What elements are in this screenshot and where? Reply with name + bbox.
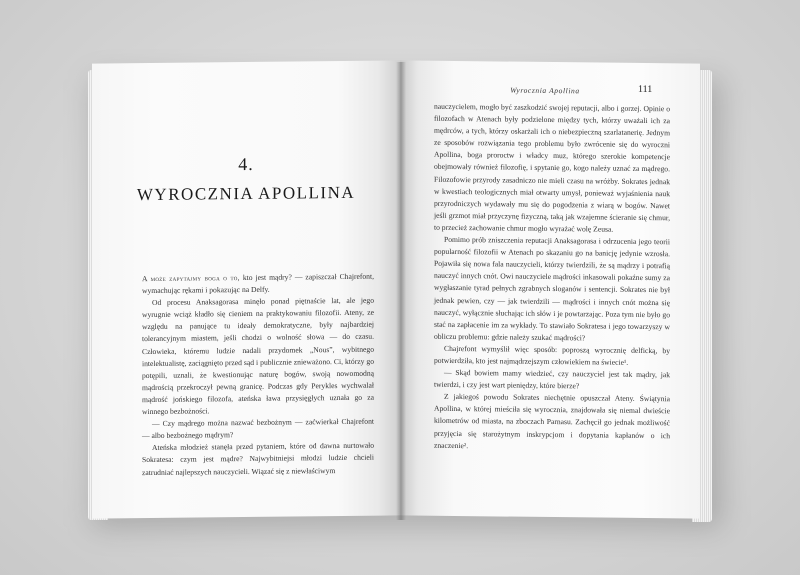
paragraph: Ateńska młodzież stanęła przed pytaniem, które od dawna nurtowało Sokratesa: czym jest mądre? Najwybitniejsi młodzi ludzie chcieli zatrudniać najlepszych nauczycieli. Wiązać się z niewłaściwym (142, 440, 374, 477)
paragraph: Pomimo prób zniszczenia reputacji Anaksagorasa i odrzucenia jego teorii popularność filozofii w Atenach po skazaniu go na banicję jedynie wzrosła. Pojawiła się nowa fala nauczycieli, którzy twierdzili, że są mądrzy i potrafią nauczyć innych cnót. Owi nauczyciele mądrości inkasowali pokaźne sumy za wygłaszanie tyrad pełnych zgrabnych sloganów i sentencji. Sokrates nie był jednak pewien, czy — jak twierdzili — mądrości i innych cnót można się nauczyć, wyłącznie słuchając ich słów i je powtarzając. Poza tym nie było go stać na zapłacenie im za wykłady. To stawiało Sokratesa i jego towarzyszy w obliczu problemu: gdzie należy szukać mądrości? (434, 234, 670, 343)
page-number: 111 (638, 83, 653, 96)
paragraph: Chajrefont wymyślił więc sposób: poproszą wyrocznię delficką, by potwierdziła, kto jest najmądrzejszym człowiekiem na świecie¹. (434, 343, 670, 367)
paragraph-lead: A może zapytajmy boga o to, (142, 273, 240, 284)
paragraph: — Czy mądrego można nazwać bezbożnym — zaćwierkał Chajrefont — albo bezbożnego mądrym? (142, 416, 374, 441)
left-page (92, 60, 400, 518)
paragraph (142, 271, 374, 298)
chapter-title: WYROCZNIA APOLLINA (136, 182, 356, 205)
paragraph: Od procesu Anaksagorasa minęło ponad piętnaście lat, ale jego wyrugnie wciąż kładło się cieniem na praktykowaniu filozofii. Ateny, ze względu na panujące tu ideały demokratyczne, były najbardziej tolerancyjnym miastem, jeśli chodzi o wolność słowa — do czasu. Człowieka, któremu ludzie nadali przydomek „Nous”, wybitnego intelektualistę, zaciągnięto przed sąd i publicznie znieważono. Ci, którzy go potępili, uznali, że kwestionując naturę bogów, swoją nowomodną mądrością przekroczył pewną granicę. Podczas gdy Perykles wychwalał mądrość jońskiego filozofa, ateńska ława przysięgłych uznała go za winnego bezbożności. (142, 295, 374, 417)
paragraph: — Skąd bowiem mamy wiedzieć, czy nauczyciel jest tak mądry, jak twierdzi, i czy jest wart pieniędzy, które bierze? (434, 367, 670, 391)
book-gutter (396, 62, 406, 520)
left-page-body (142, 271, 374, 479)
paragraph: nauczycielem, mogło być zaszkodzić swojej reputacji, albo i gorzej. Opinie o filozofach w Atenach były podzielone między tych, którzy uważali ich za mędrców, a tych, którzy oskarżali ich o niebezpieczną szarlatanerię. Jednym ze sposobów rozwiązania tego problemu było zwrócenie się do wyroczni Apollina, boga proroctw i władcy muz, którego szerokie kompetencje obejmowały również filozofię, i spytanie go, kogo należy uznać za mądrego. Filozofowie przyrody zasadniczo nie mieli czasu na wróżby. Sokrates jednak w kwestiach teologicznych miał otwarty umysł, ponieważ wyjaśnienia nauk przyrodniczych wydawały mu się do pogodzenia z wiarą w bogów. Nawet jeśli grzmot miał przyczynę fizyczną, taką jak wzajemne ścieranie się chmur, to przecież zachowanie chmur mogło wyrażać wolę Zeusa. (434, 101, 670, 234)
chapter-number: 4. (238, 153, 254, 175)
right-page (400, 60, 700, 518)
right-page-body (434, 101, 670, 454)
running-head: Wyrocznia Apollina (510, 85, 580, 96)
paragraph-text: kto jest mądry? — zapiszczał Chajrefont, wymachując rękami i pokazując na Delfy. (142, 271, 374, 296)
paragraph: Z jakiegoś powodu Sokrates niechętnie opuszczał Ateny. Świątynia Apollina, w której mieściła się wyrocznia, znajdowała się niemal dwieście kilometrów od miasta, na zboczach Parnasu. Zachęcił go jednak możliwość przyjęcia się starożytnym inskrypcjom i dopytania kapłanów o ich znaczenie². (434, 392, 670, 450)
